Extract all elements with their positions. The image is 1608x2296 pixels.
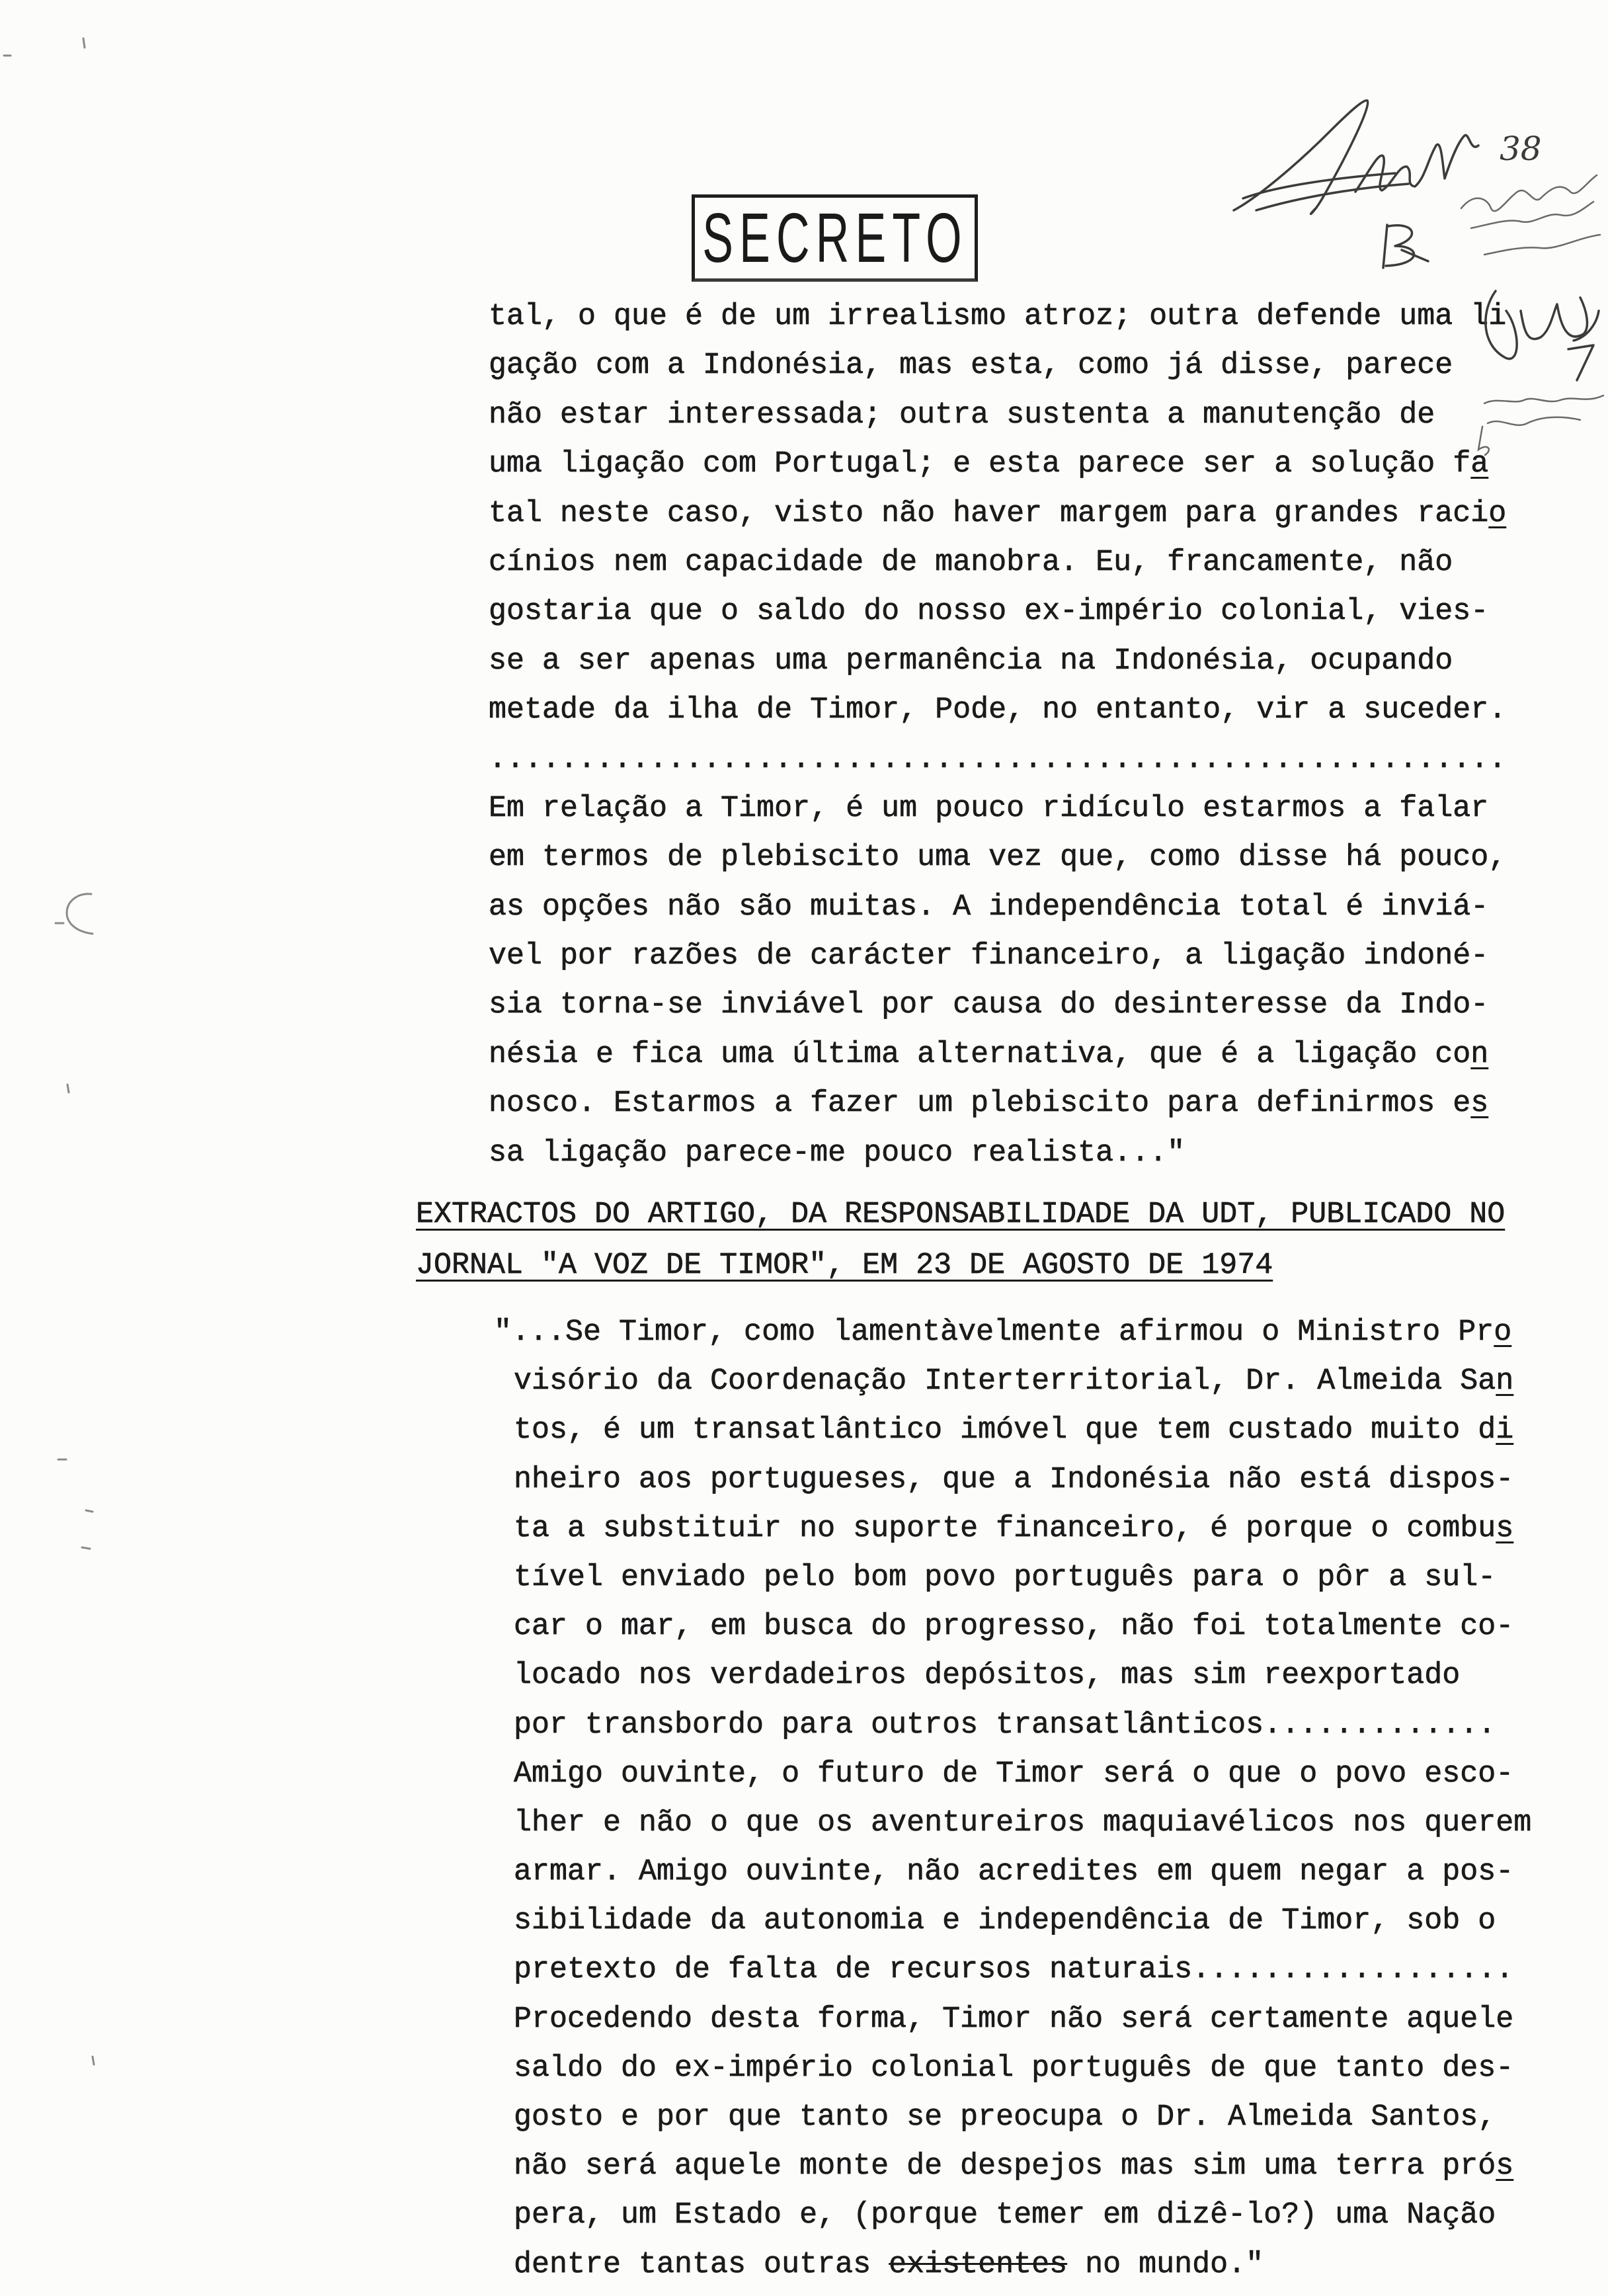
article-quote — [494, 1308, 1532, 2289]
line-text: ta a substituir no suporte financeiro, é porque o combu — [514, 1511, 1496, 1545]
line-text: não será aquele monte de despejos mas sim uma terra pró — [514, 2149, 1496, 2184]
text-line — [489, 784, 1506, 833]
stamp-label: SECRETO — [702, 199, 968, 277]
text-line — [514, 1848, 1531, 1897]
text-line — [494, 1308, 1531, 1357]
line-text: locado nos verdadeiros depósitos, mas sim reexportado — [514, 1659, 1461, 1693]
line-text: nésia e fica uma última alternativa, que é a ligação co — [489, 1037, 1471, 1071]
text-line — [514, 1504, 1531, 1553]
text-line — [514, 1799, 1531, 1848]
line-text: uma ligação com Portugal; e esta parece ser a solução f — [489, 447, 1471, 481]
signature-stroke — [1243, 173, 1395, 198]
line-text: EXTRACTOS DO ARTIGO, DA RESPONSABILIDADE DA UDT, PUBLICADO NO — [416, 1198, 1506, 1231]
line-text: car o mar, em busca do progresso, não foi totalmente co- — [514, 1610, 1514, 1644]
text-line — [514, 1750, 1531, 1799]
text-line — [416, 1240, 1505, 1291]
text-line — [489, 932, 1506, 981]
line-text: não estar interessada; outra sustenta a manutenção de — [489, 397, 1435, 432]
line-text: tal neste caso, visto não haver margem para grandes raci — [489, 496, 1489, 530]
underlined-letters: s — [1496, 1511, 1514, 1545]
secreto-stamp — [692, 194, 978, 282]
text-line — [489, 440, 1506, 489]
text-line — [514, 1553, 1531, 1602]
text-line — [514, 2044, 1531, 2093]
text-line — [489, 391, 1506, 440]
text-line — [489, 1030, 1506, 1079]
line-text: cínios nem capacidade de manobra. Eu, francamente, não — [489, 545, 1453, 579]
text-line — [514, 1456, 1531, 1504]
scan-artifacts — [4, 38, 94, 2065]
text-line — [514, 1406, 1531, 1455]
line-text-tail: no mundo." — [1067, 2247, 1264, 2281]
line-text: gação com a Indonésia, mas esta, como já disse, parece — [489, 348, 1453, 383]
underlined-letters: a — [1470, 447, 1489, 481]
punch-hole-mark — [67, 894, 93, 934]
line-text: pretexto de falta de recursos naturais.................. — [514, 1953, 1514, 1987]
text-line — [514, 2240, 1531, 2289]
line-text: metade da ilha de Timor, Pode, no entanto, vir a suceder. — [489, 693, 1507, 727]
text-line — [489, 637, 1506, 686]
line-text: dentre tantas outras — [514, 2247, 889, 2281]
underlined-letters: o — [1488, 496, 1507, 530]
line-text: por transbordo para outros transatlânticos............. — [514, 1707, 1496, 1742]
line-text: armar. Amigo ouvinte, não acredites em quem negar a pos- — [514, 1855, 1514, 1889]
line-text: saldo do ex-império colonial português de que tanto des- — [514, 2051, 1514, 2085]
line-text: tível enviado pelo bom povo português para o pôr a sul- — [514, 1560, 1496, 1594]
note-scribble — [1568, 345, 1593, 380]
line-text: sa ligação parece-me pouco realista..." — [489, 1135, 1186, 1170]
margin-tick — [67, 1085, 69, 1092]
underlined-letters: i — [1496, 1413, 1514, 1448]
text-line — [514, 1995, 1531, 2044]
text-line — [489, 981, 1506, 1030]
text-line — [514, 1602, 1531, 1651]
margin-tick — [86, 1510, 93, 1512]
text-line — [489, 1129, 1506, 1178]
signature-initial — [1383, 225, 1428, 268]
text-line — [489, 538, 1506, 587]
text-line — [489, 833, 1506, 882]
line-text: sibilidade da autonomia e independência de Timor, sob o — [514, 1904, 1496, 1938]
line-text: tos, é um transatlântico imóvel que tem custado muito d — [514, 1413, 1496, 1448]
section-heading — [416, 1189, 1505, 1291]
line-text: JORNAL "A VOZ DE TIMOR", EM 23 DE AGOSTO DE 1974 — [416, 1249, 1273, 1282]
line-text: pera, um Estado e, (porque temer em dizê-lo?) uma Nação — [514, 2198, 1496, 2233]
line-text: gosto e por que tanto se preocupa o Dr. Almeida Santos, — [514, 2100, 1496, 2134]
text-line — [489, 292, 1506, 341]
signature-stroke — [1256, 184, 1408, 210]
line-text: Procedendo desta forma, Timor não será certamente aquele — [514, 2002, 1514, 2036]
underlined-letters: s — [1496, 2149, 1514, 2184]
text-line — [489, 735, 1506, 784]
underlined-letters: n — [1470, 1037, 1489, 1071]
text-line — [514, 2142, 1531, 2191]
signature-loop — [1234, 101, 1368, 214]
struck-word: existentes — [889, 2247, 1068, 2281]
text-line — [514, 1357, 1531, 1406]
text-line — [489, 686, 1506, 735]
note-scribble — [1484, 235, 1600, 255]
text-line — [489, 341, 1506, 390]
handwritten-signature — [1234, 101, 1478, 268]
text-line — [514, 2191, 1531, 2240]
note-scribble — [1461, 175, 1597, 211]
page-number: 38 — [1500, 130, 1542, 168]
line-text: vel por razões de carácter financeiro, a ligação indoné- — [489, 939, 1489, 973]
text-line — [489, 587, 1506, 636]
underlined-letters: n — [1496, 1364, 1514, 1399]
line-text: nosco. Estarmos a fazer um plebiscito para definirmos e — [489, 1086, 1471, 1121]
line-text: "...Se Timor, como lamentàvelmente afirmou o Ministro Pr — [494, 1315, 1494, 1349]
speech-paragraph — [489, 292, 1506, 1178]
text-line — [514, 1651, 1531, 1700]
text-line — [489, 883, 1506, 932]
text-line — [489, 1079, 1506, 1128]
line-text: visório da Coordenação Interterritorial, Dr. Almeida Sa — [514, 1364, 1496, 1399]
underlined-letters: s — [1470, 1086, 1489, 1121]
text-line — [514, 1701, 1531, 1750]
line-text: lher e não o que os aventureiros maquiavélicos nos querem — [514, 1805, 1532, 1840]
line-text: nheiro aos portugueses, que a Indonésia não está dispos- — [514, 1462, 1514, 1496]
line-text: ......................................................... — [489, 742, 1507, 776]
text-line — [514, 1897, 1531, 1946]
line-text: sia torna-se inviável por causa do desinteresse da Indo- — [489, 988, 1489, 1022]
text-line — [514, 1946, 1531, 1994]
line-text: se a ser apenas uma permanência na Indonésia, ocupando — [489, 643, 1453, 678]
line-text: Amigo ouvinte, o futuro de Timor será o que o povo esco- — [514, 1756, 1514, 1791]
underlined-letters: o — [1494, 1315, 1512, 1349]
text-line — [416, 1189, 1505, 1240]
line-text: Em relação a Timor, é um pouco ridículo estarmos a falar — [489, 791, 1489, 825]
margin-tick — [82, 1547, 90, 1549]
line-text: em termos de plebiscito uma vez que, como disse há pouco, — [489, 840, 1507, 875]
line-text: gostaria que o saldo do nosso ex-império colonial, vies- — [489, 594, 1489, 629]
line-text: tal, o que é de um irrealismo atroz; outra defende uma li — [489, 300, 1507, 333]
signature-cursive — [1355, 135, 1478, 192]
text-line — [514, 2093, 1531, 2142]
text-line — [489, 489, 1506, 538]
note-scribble — [1471, 202, 1593, 228]
line-text: as opções não são muitas. A independência total é inviá- — [489, 889, 1489, 924]
margin-tick — [93, 2057, 94, 2065]
margin-tick — [83, 38, 85, 48]
